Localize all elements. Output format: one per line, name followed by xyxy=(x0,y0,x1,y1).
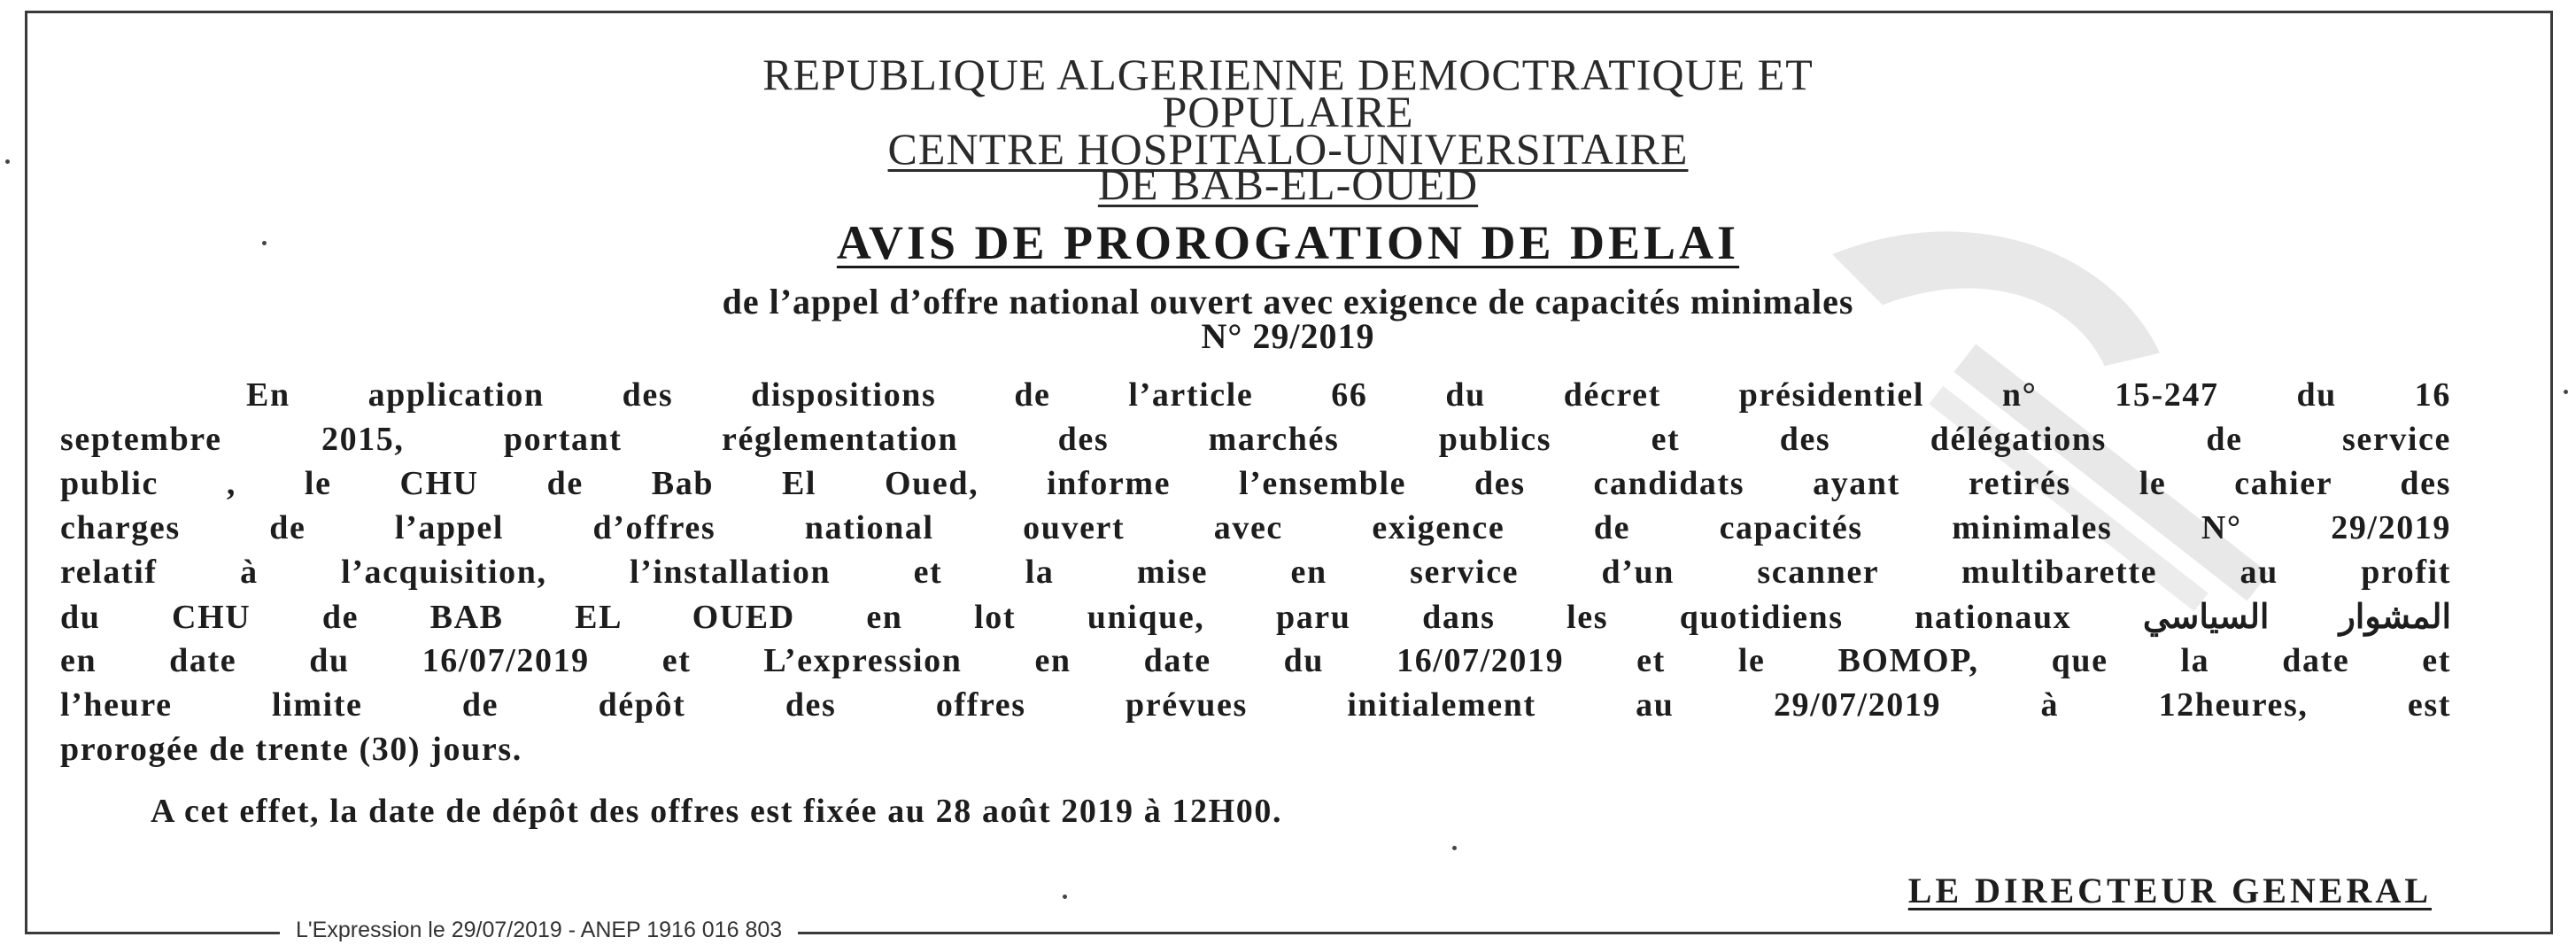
body-line: prorogée de trente (30) jours. xyxy=(60,731,522,768)
scan-speck xyxy=(1063,895,1067,899)
scan-speck xyxy=(5,159,10,164)
publication-credit: L'Expression le 29/07/2019 - ANEP 1916 016 803 xyxy=(280,918,798,943)
body-line: charges de l’appel d’offres national ouvert avec exigence de capacités minimales N° 29/2019 xyxy=(60,509,2451,546)
body-line: en date du 16/07/2019 et L’expression en date du 16/07/2019 et le BOMOP, que la date et xyxy=(60,642,2451,679)
scan-speck xyxy=(1452,846,1457,850)
body-line: du CHU de BAB EL OUED en lot unique, paru dans les quotidiens nationaux المشوار السياسي xyxy=(60,599,2451,636)
header-location-line: DE BAB-EL-OUED xyxy=(1097,159,1479,209)
scan-speck xyxy=(262,241,267,245)
closing-deadline-statement: A cet effet, la date de dépôt des offres est fixée au 28 août 2019 à 12H00. xyxy=(151,793,1283,830)
tender-description: de l’appel d’offre national ouvert avec exigence de capacités minimales xyxy=(722,282,1854,321)
signatory-title: LE DIRECTEUR GENERAL xyxy=(1907,871,2432,910)
scan-speck xyxy=(2564,390,2568,394)
header-populaire-line: POPULAIRE xyxy=(1162,87,1414,136)
notice-title: AVIS DE PROROGATION DE DELAI xyxy=(836,216,1740,269)
tender-number: N° 29/2019 xyxy=(1201,316,1375,356)
body-line: En application des dispositions de l’article 66 du décret présidentiel n° 15-247 du 16 xyxy=(246,376,2451,414)
body-line: septembre 2015, portant réglementation des marchés publics et des délégations de service xyxy=(60,421,2451,458)
body-line: relatif à l’acquisition, l’installation et la mise en service d’un scanner multibarette au profit xyxy=(60,554,2451,591)
body-line: public , le CHU de Bab El Oued, informe l’ensemble des candidats ayant retirés le cahier des xyxy=(60,465,2451,502)
header-hospital-line: CENTRE HOSPITALO-UNIVERSITAIRE xyxy=(887,124,1689,174)
header-republic-line: REPUBLIQUE ALGERIENNE DEMOCTRATIQUE ET xyxy=(762,50,1814,99)
body-line: l’heure limite de dépôt des offres prévues initialement au 29/07/2019 à 12heures, est xyxy=(60,686,2451,724)
